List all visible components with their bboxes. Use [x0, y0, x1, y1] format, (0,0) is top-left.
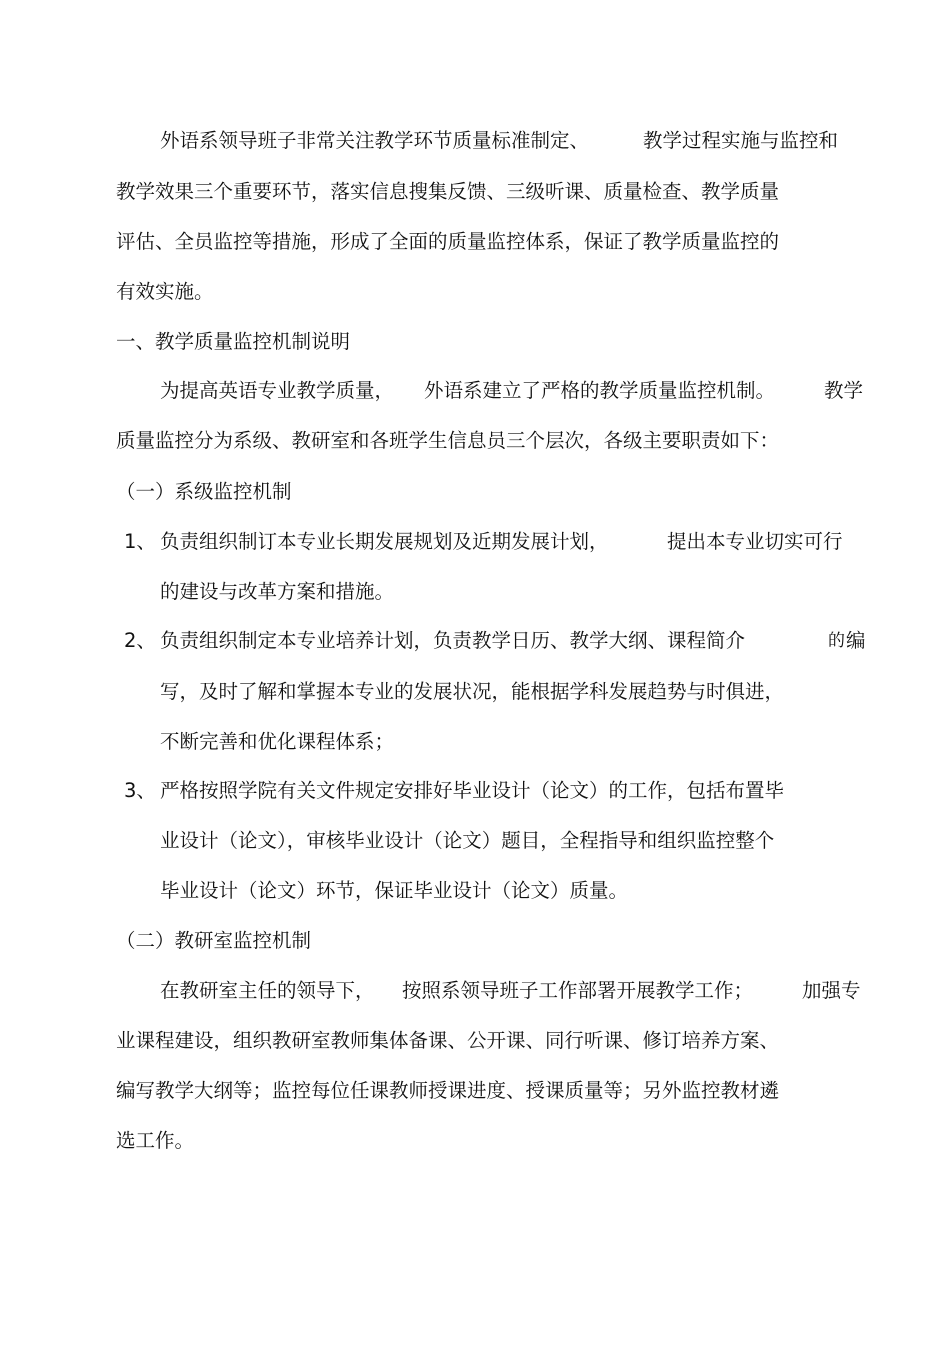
list-item-number: 2、 [124, 629, 156, 652]
document-page: 外语系领导班子非常关注教学环节质量标准制定、 教学过程实施与监控和 教学效果三个重要环节，落实信息搜集反馈、三级听课、质量检查、教学质量 评估、全员监控等措施，形成了全面的质量监控体系，保证了教学质量监控的 有效实施。 一、教学质量监控机制说明 为提高英语专业教学质量， 外语系建立了严格的教学质量监控机制。 教学 质量监控分为系级、教研室和各班学生信息员三个层次，各级主要职责如下： （一）系级监控机制 1、 负责组织制订本专业长期发展规划及近期发展计划， 提出本专业切实可行 的建设与改革方案和措施。 2、 负责组织制定本专业培养计划，负责教学日历、教学大纲、课程简介 的 编 写，及时了解和掌握本专业的发展状况，能根据学科发展趋势与时俱进， 不断完善和优化课程体系； 3、 严格按照学院有关文件规定安排好毕业设计（论文）的工作，包括布置毕 业设计（论文），审核毕业设计（论文）题目，全程指导和组织监控整个 毕业设计（论文）环节，保证毕业设计（论文）质量。 （二）教研室监控机制 在教研室主任的领导下， 按照系领导班子工作部署开展教学工作； 加强专 业课程建设，组织教研室教师集体备课、公开课、同行听课、修订培养方案、 编写教学大纲等；监控每位任课教师授课进度、授课质量等；另外监控教材遴 选工作。 [0, 0, 950, 1345]
list-item-number: 1、 [124, 530, 156, 553]
intro-line-1a: 外语系领导班子非常关注教学环节质量标准制定、 [160, 129, 590, 152]
intro-line-1b: 教学过程实施与监控和 [643, 129, 839, 152]
list-item-number: 3、 [124, 779, 156, 802]
